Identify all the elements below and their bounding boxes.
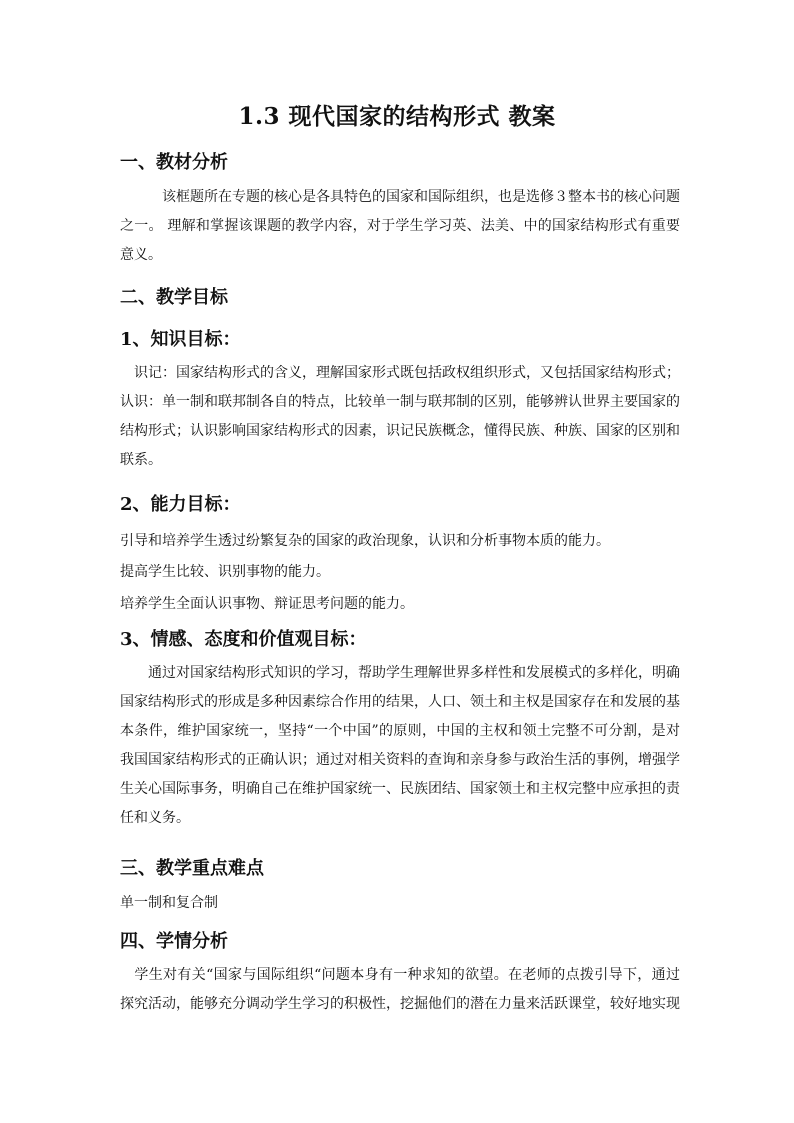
section-heading-textbook-analysis: 一、教材分析	[120, 152, 228, 173]
ability-goal-line-2: 提高学生比较、识别事物的能力。	[120, 564, 330, 580]
ability-goal-line-1: 引导和培养学生透过纷繁复杂的国家的政治现象，认识和分析事物本质的能力。	[120, 533, 610, 549]
section-heading-key-difficulties: 三、教学重点难点	[120, 858, 264, 879]
paragraph-knowledge-goal: 识记：国家结构形式的含义，理解国家形式既包括政权组织形式，又包括国家结构形式；认识：单一制和联邦制各自的特点，比较单一制与联邦制的区别，能够辨认世界主要国家的结构形式；认识影响国家结构形式的因素，识记民族概念，懂得民族、种族、国家的区别和联系。	[120, 365, 680, 468]
paragraph-textbook-analysis: 该框题所在专题的核心是各具特色的国家和国际组织，也是选修３整本书的核心问题之一。 理解和掌握该课题的教学内容，对于学生学习英、法美、中的国家结构形式有重要意义。	[120, 189, 680, 263]
subheading-values-goal: 3、情感、态度和价值观目标：	[120, 629, 367, 650]
key-difficulties-text: 单一制和复合制	[120, 895, 218, 911]
paragraph-values-goal: 通过对国家结构形式知识的学习，帮助学生理解世界多样性和发展模式的多样化，明确国家结构形式的形成是多种因素综合作用的结果，人口、领土和主权是国家存在和发展的基本条件，维护国家统一，坚持“一个中国”的原则，中国的主权和领土完整不可分割，是对我国国家结构形式的正确认识；通过对相关资料的查询和亲身参与政治生活的事例，增强学生关心国际事务，明确自己在维护国家统一、民族团结、国家领土和主权完整中应承担的责任和义务。	[120, 665, 680, 826]
ability-goal-line-3: 培养学生全面认识事物、辩证思考问题的能力。	[120, 596, 414, 612]
subheading-knowledge-goal: 1、知识目标：	[120, 329, 241, 350]
section-heading-student-analysis: 四、学情分析	[120, 931, 228, 952]
paragraph-student-analysis: 学生对有关“国家与国际组织“问题本身有一种求知的欲望。在老师的点拨引导下，通过探究活动，能够充分调动学生学习的积极性，挖掘他们的潜在力量来活跃课堂，较好地实现	[120, 967, 680, 1012]
section-heading-teaching-goals: 二、教学目标	[120, 287, 228, 308]
document-title: 1.3 现代国家的结构形式 教案	[238, 103, 556, 130]
subheading-ability-goal: 2、能力目标：	[120, 494, 241, 515]
